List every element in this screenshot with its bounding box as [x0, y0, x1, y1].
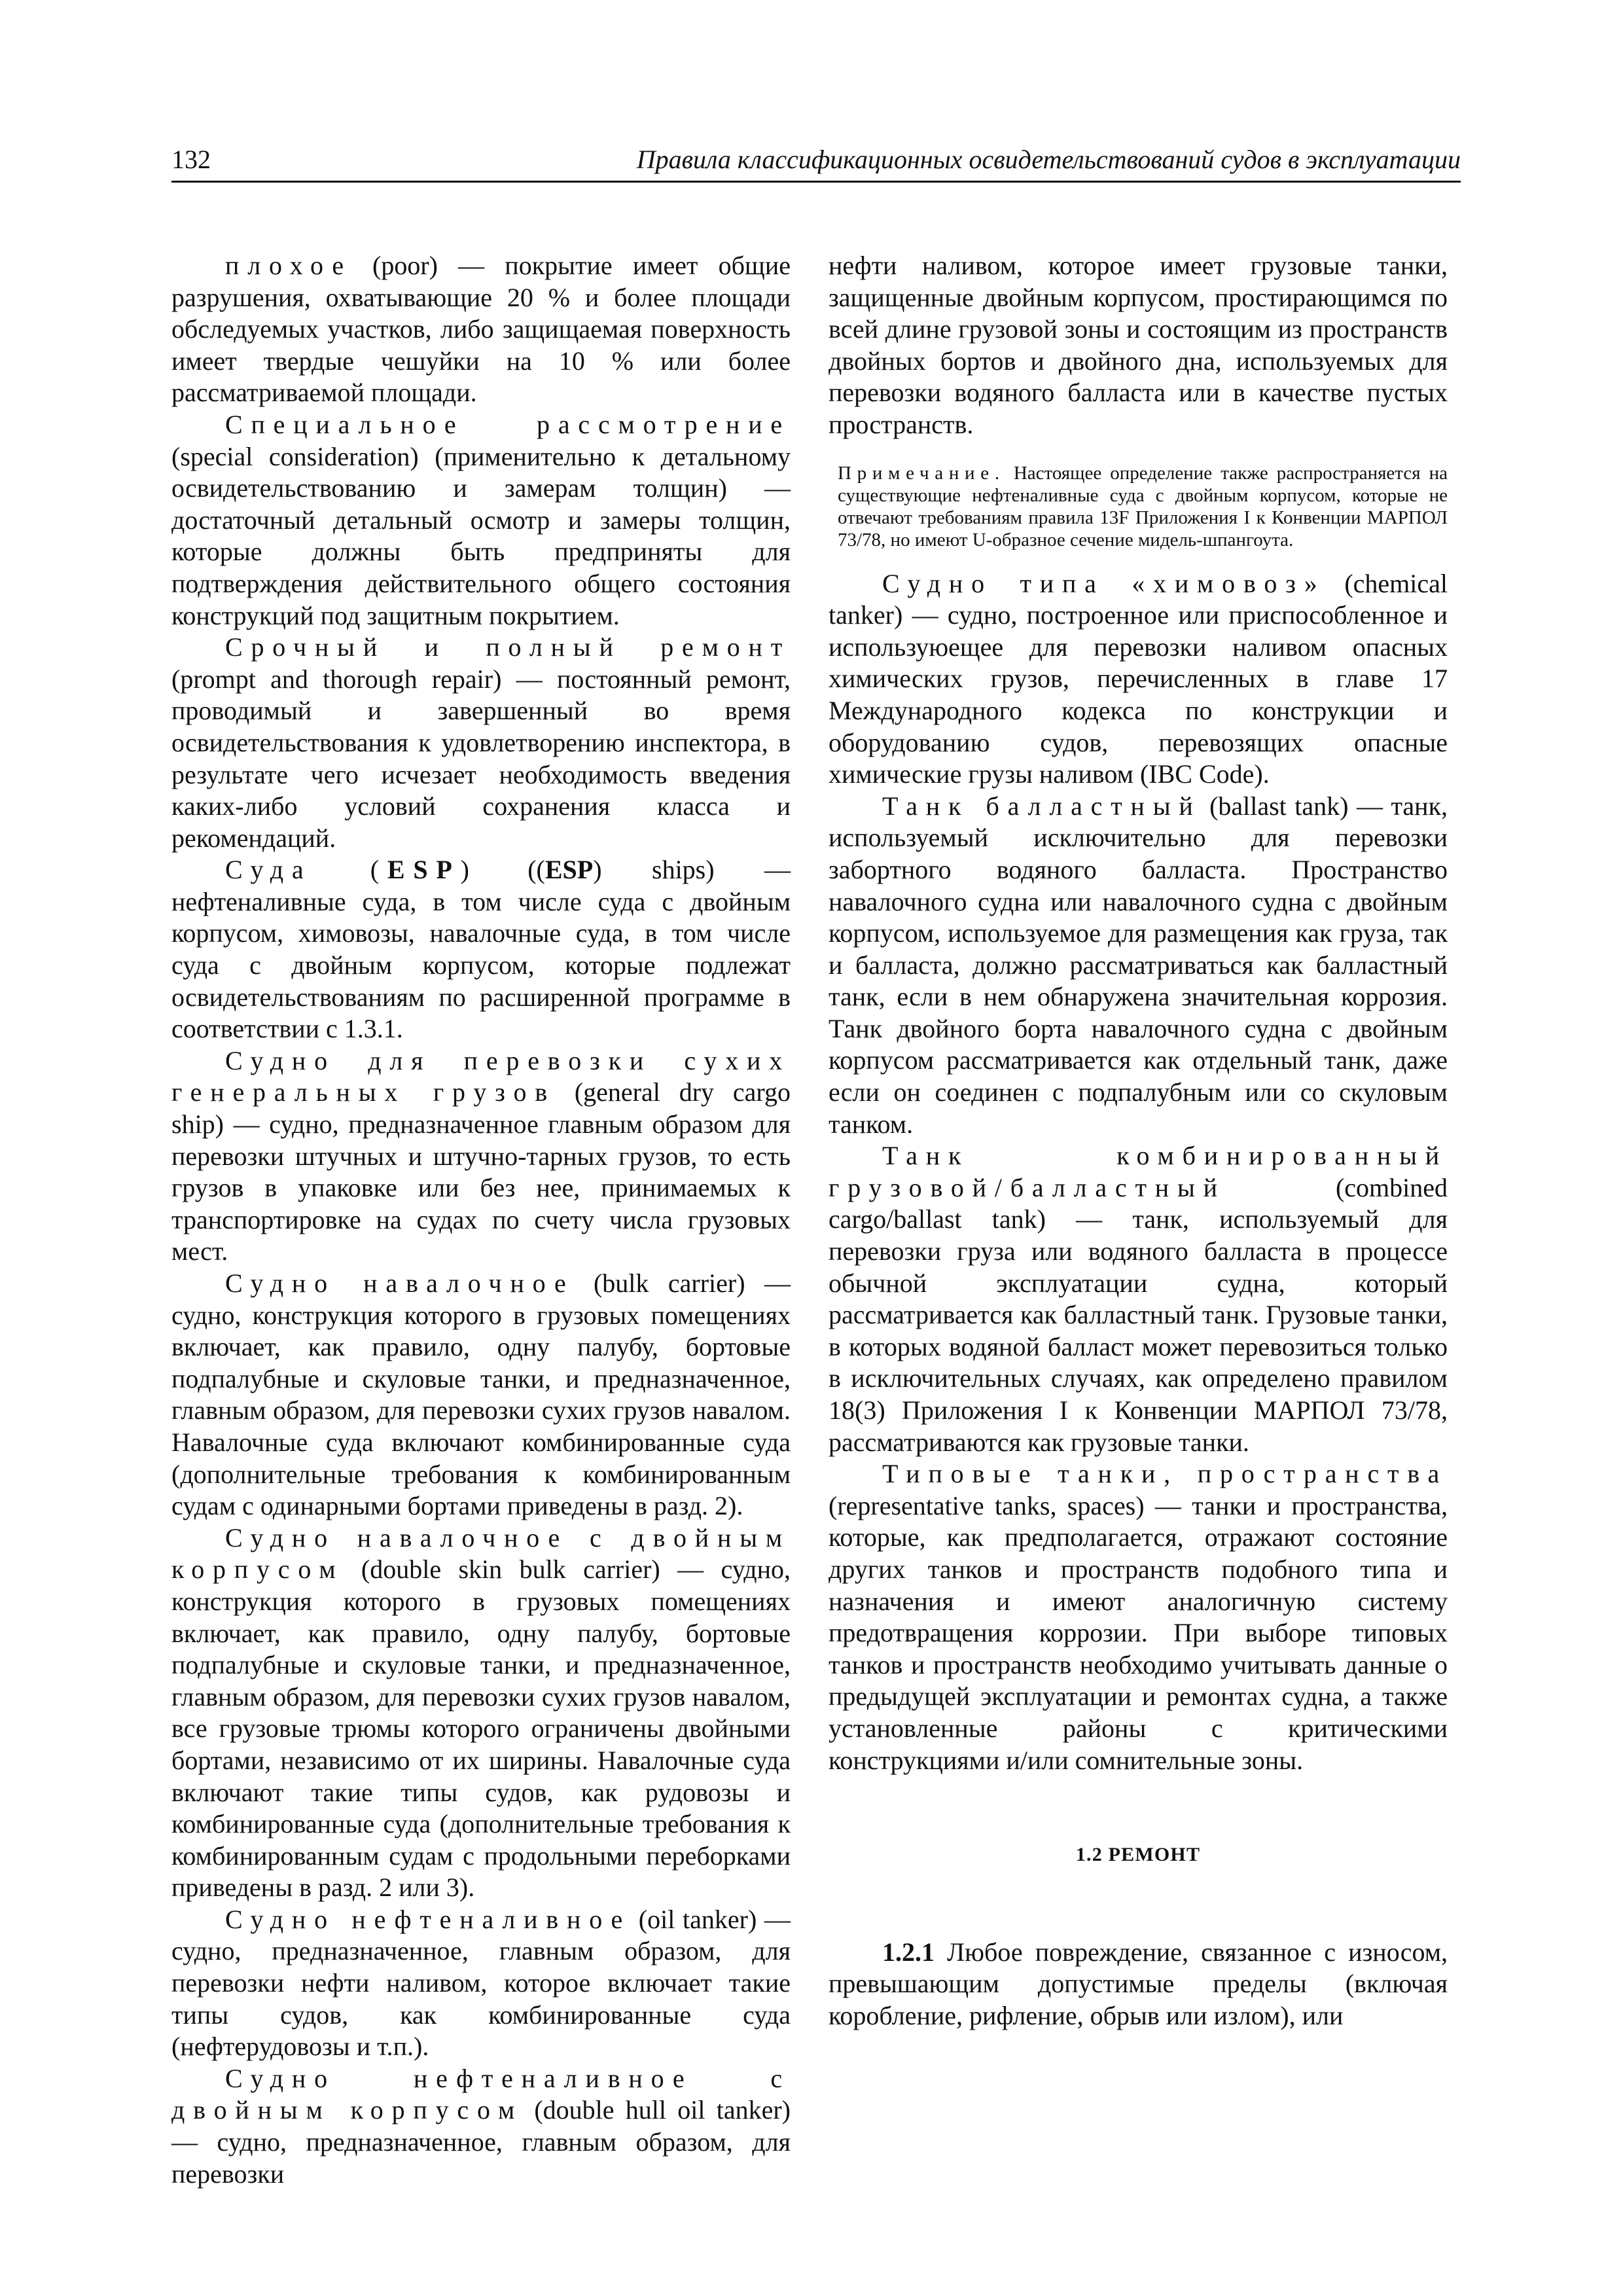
definition-ballast-tank [829, 791, 1448, 1141]
definition-combined-tank [829, 1140, 1448, 1458]
definition-text: (prompt and thorough repair) — постоянный ремонт, проводимый и завершенный во время освидетельствования к удовлетворению инспектора, в результате чего исчезает необходимость введения каких-либо условий сохранения класса и рекомендаций. [171, 664, 791, 853]
definition-continuation: нефти наливом, которое имеет грузовые танки, защищенные двойным корпусом, простирающимся по всей длине грузовой зоны и состоящим из пространств двойных бортов и двойного дна, используемых для перевозки водяного балласта или в качестве пустых пространств. [829, 251, 1448, 439]
definition-double-skin-bulk-carrier [171, 1522, 791, 1904]
definition-double-hull-oil-tanker [171, 2063, 791, 2190]
definition-text: (double skin bulk carrier) — судно, конструкция которого в грузовых помещениях включает, как правило, одну палубу, бортовые подпалубные и скуловые танки, и предназначенное, главным образом, для перевозки сухих грузов навалом, все грузовые трюмы которого ограничены двойными бортами, независимо от их ширины. Навалочные суда включают такие типы судов, как рудовозы и комбинированные суда (дополнительные требования к комбинированным судам с продольными переборками приведены в разд. 2 или 3). [171, 1554, 791, 1903]
term: Судно навалочное [225, 1268, 575, 1298]
definition-poor [171, 250, 791, 409]
definition-representative-tanks [829, 1458, 1448, 1776]
header-rule [171, 181, 1461, 183]
definition-text: (general dry cargo ship) — судно, предназначенное главным образом для перевозки штучных и штучно-тарных грузов, то есть грузов в упаковке или без нее, принимаемых к транспортировке на судах по счету числа грузовых мест. [171, 1077, 791, 1266]
page-number: 132 [171, 145, 211, 174]
definition-chemical-tanker [829, 568, 1448, 791]
term: плохое [225, 251, 352, 280]
definition-special-consideration [171, 409, 791, 632]
definition-text: (representative tanks, spaces) — танки и пространства, которые, как предполагается, отражают состояние других танков и пространств подобного типа и назначения и имеют аналогичную систему предотвращения коррозии. При выборе типовых танков и пространств необходимо учитывать данные о предыдущей эксплуатации и ремонтах судна, а также установленные районы с критическими конструкциями и/или сомнительные зоны. [829, 1490, 1448, 1775]
note-text: Настоящее определение также распространяется на существующие нефтеналивные суда с двойным корпусом, которые не отвечают требованиям правила 13F Приложения I к Конвенции МАРПОЛ 73/78, но имеют U-образное сечение мидель-шпангоута. [838, 462, 1448, 550]
term: Танк комбинированный грузовой/балластный [829, 1141, 1448, 1202]
definition-text: (bulk carrier) — судно, конструкция которого в грузовых помещениях включает, как правило, одну палубу, бортовые подпалубные и скуловые танки, и предназначенное, главным образом, для перевозки сухих грузов навалом. Навалочные суда включают комбинированные суда (дополнительные требования к комбинированным судам с одинарными бортами приведены в разд. 2). [171, 1268, 791, 1521]
term: Судно нефтеналивное [225, 1904, 632, 1934]
term: Судно для перевозки сухих генеральных грузов [171, 1045, 791, 1107]
term: Судно навалочное с двойным корпусом [171, 1522, 791, 1585]
term: Суда ( [225, 855, 387, 885]
definition-text: ) ships) — нефтеналивные суда, в том числе суда с двойным корпусом, химовозы, навалочные суда, в том числе суда с двойным корпусом, которые подлежат освидетельствованиям по расширенной программе в соответствии с 1.3.1. [171, 855, 791, 1044]
right-column [829, 250, 1448, 2032]
definition-text: (oil tanker) — судно, предназначенное, главным образом, для перевозки нефти наливом, которое включает такие типы судов, как комбинированные суда (нефтерудовозы и т.п.). [171, 1904, 791, 2062]
definition-prompt-repair [171, 632, 791, 854]
page-header [171, 139, 1461, 179]
definition-text: (poor) — покрытие имеет общие разрушения, охватывающие 20 % и более площади обследуемых участков, либо защищаемая поверхность имеет твердые чешуйки на 10 % или более рассматриваемой площади. [171, 251, 791, 408]
left-column [171, 250, 791, 2190]
section-title: 1.2 РЕМОНТ [1075, 1844, 1201, 1866]
term: Срочный и полный ремонт [225, 632, 791, 662]
term: Судно типа «химовоз» [882, 568, 1326, 598]
note-label: Примечание. [838, 462, 1005, 484]
definition-text: (chemical tanker) — судно, построенное или приспособленное и используюещее для перевозки наливом опасных химических грузов, перечисленных в главе 17 Международного кодекса по конструкции и оборудованию судов, перевозящих опасные химические грузы наливом (IBC Code). [829, 568, 1448, 789]
term: Типовые танки, пространства [882, 1459, 1448, 1489]
definition-text: (special consideration) (применительно к детальному освидетельствованию и замерам толщин) — достаточный детальный осмотр и замеры толщин, которые должны быть предприняты для подтверждения действительного общего состояния конструкций под защитным покрытием. [171, 441, 791, 630]
paren-open: (( [477, 855, 545, 885]
definition-general-cargo-ship [171, 1045, 791, 1268]
term: Судно нефтеналивное с двойным корпусом [171, 2063, 791, 2125]
running-title: Правила классификационных освидетельствований судов в эксплуатации [636, 145, 1461, 174]
definition-bulk-carrier [171, 1268, 791, 1522]
term-abbrev: ESP [387, 855, 461, 885]
definition-oil-tanker [171, 1904, 791, 2063]
term: Специальное рассмотрение [225, 409, 791, 439]
definition-esp-ships [171, 854, 791, 1045]
definition-text: (combined cargo/ballast tank) — танк, используемый для перевозки груза или водяного балласта в процессе обычной эксплуатации судна, который рассматривается как балластный танк. Грузовые танки, в которых водяной балласт может перевозиться только в исключительных случаях, как определено правилом 18(3) Приложения I к Конвенции МАРПОЛ 73/78, рассматриваются как грузовые танки. [829, 1172, 1448, 1457]
note [829, 462, 1448, 551]
term-close: ) [460, 855, 478, 885]
clause-text: Любое повреждение, связанное с износом, превышающим допустимые пределы (включая коробление, рифление, обрыв или излом), или [829, 1937, 1448, 2030]
clause-number: 1.2.1 [882, 1937, 935, 1967]
abbrev-bold: ESP [544, 855, 594, 885]
definition-text: (double hull oil tanker) — судно, предназначенное, главным образом, для перевозки [171, 2095, 791, 2189]
clause-1-2-1 [829, 1937, 1448, 2032]
term: Танк балластный [882, 791, 1202, 821]
definition-text: (ballast tank) — танк, используемый исключительно для перевозки забортного водяного балласта. Пространство навалочного судна или навалочного судна с двойным корпусом, используемое для размещения как груза, так и балласта, должно рассматриваться как балластный танк, если в нем обнаружена значительная коррозия. Танк двойного борта навалочного судна с двойным корпусом рассматривается как отдельный танк, даже если он соединен с подпалубным или со скуловым танком. [829, 791, 1448, 1139]
